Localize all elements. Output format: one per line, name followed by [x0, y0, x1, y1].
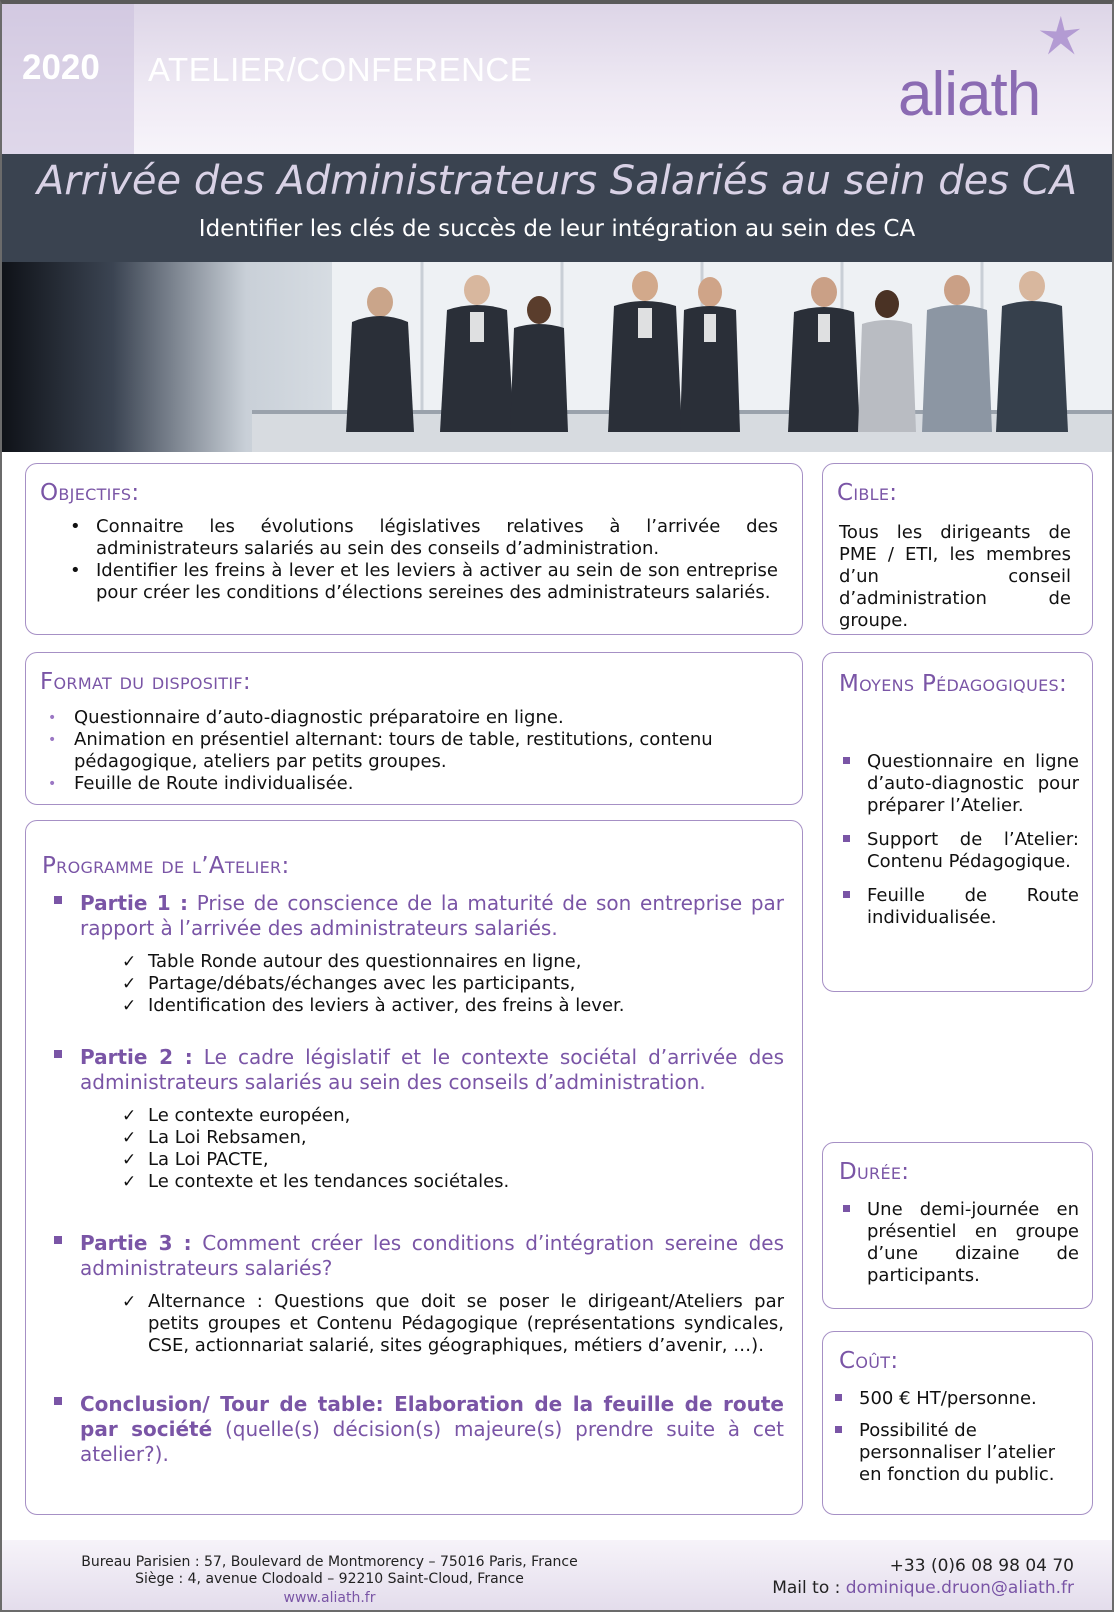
paris-office-address: Bureau Parisien : 57, Boulevard de Montmorency – 75016 Paris, France: [81, 1554, 578, 1570]
duration-box: [822, 1142, 1093, 1309]
part-2-checklist: [122, 1105, 784, 1193]
business-people-photo: [2, 262, 1112, 452]
footer: [2, 1540, 1112, 1612]
list-item: Une demi-journée en présentiel en groupe d’une dizaine de participants.: [839, 1199, 1079, 1287]
target-text: Tous les dirigeants de PME / ETI, les membres d’un conseil d’administration de groupe.: [839, 522, 1071, 631]
check-item: ✓ Partage/débats/échanges avec les participants,: [122, 973, 784, 995]
conclusion-label: Conclusion/ Tour de table: Elaboration de la feuille de route par société: [80, 1392, 784, 1441]
list-item: 500 € HT/personne.: [831, 1388, 1071, 1410]
cost-list: [831, 1388, 1071, 1496]
programme-conclusion: [54, 1392, 784, 1467]
list-item: • Connaitre les évolutions législatives relatives à l’arrivée des administrateurs salariés au sein des conseils d’administration.: [70, 516, 778, 560]
event-type-label: ATELIER/CONFERENCE: [148, 51, 533, 88]
cost-box: [822, 1331, 1093, 1515]
teaching-methods-box: [822, 652, 1093, 992]
year-label: 2020: [22, 48, 100, 87]
duration-list: [839, 1199, 1079, 1287]
list-item: Feuille de Route individualisée.: [839, 885, 1079, 929]
part-text: Comment créer les conditions d’intégration sereine des administrateurs salariés?: [80, 1231, 784, 1280]
objectives-list: [70, 516, 778, 604]
list-item: • Identifier les freins à lever et les leviers à activer au sein de son entreprise pour créer les conditions d’élections sereines des administrateurs salariés.: [70, 560, 778, 604]
part-label: Partie 2 :: [80, 1045, 193, 1069]
duration-heading: Durée:: [839, 1159, 910, 1185]
check-item: ✓ La Loi PACTE,: [122, 1149, 784, 1171]
page-subtitle: Identifier les clés de succès de leur intégration au sein des CA: [198, 216, 916, 242]
email-link[interactable]: dominique.druon@aliath.fr: [845, 1578, 1074, 1598]
target-heading: Cible:: [837, 480, 898, 506]
format-heading: Format du dispositif:: [40, 669, 251, 695]
list-item: Support de l’Atelier: Contenu Pédagogique.: [839, 829, 1079, 873]
programme-heading: Programme de l’Atelier:: [42, 853, 290, 879]
cost-heading: Coût:: [839, 1348, 899, 1374]
check-item: ✓ La Loi Rebsamen,: [122, 1127, 784, 1149]
part-label: Partie 1 :: [80, 891, 188, 915]
programme-box: [25, 820, 803, 1515]
star-icon: [1036, 14, 1082, 60]
programme-part-2: [54, 1045, 784, 1095]
mail-label: Mail to :: [772, 1578, 846, 1598]
check-item: ✓ Le contexte européen,: [122, 1105, 784, 1127]
objectives-heading: Objectifs:: [40, 480, 140, 506]
part-text: Le cadre législatif et le contexte sociétal d’arrivée des administrateurs salariés au sein des conseils d’administration.: [80, 1045, 784, 1094]
objectives-box: [25, 463, 803, 635]
list-item: • Questionnaire d’auto-diagnostic préparatoire en ligne.: [46, 707, 776, 729]
header: [2, 4, 1112, 154]
phone-number: +33 (0)6 08 98 04 70: [889, 1556, 1074, 1576]
target-box: [822, 463, 1093, 635]
list-item: • Animation en présentiel alternant: tours de table, restitutions, contenu pédagogique, ateliers par petits groupes.: [46, 729, 776, 773]
format-list: [46, 707, 776, 795]
title-band: [2, 154, 1112, 262]
programme-part-3: [54, 1231, 784, 1281]
part-text: Prise de conscience de la maturité de son entreprise par rapport à l’arrivée des administrateurs salariés.: [80, 891, 784, 940]
list-item: • Feuille de Route individualisée.: [46, 773, 776, 795]
check-item: ✓ Identification des leviers à activer, des freins à lever.: [122, 995, 784, 1017]
part-3-checklist: [122, 1291, 784, 1357]
logo-text: aliath: [898, 60, 1041, 129]
part-label: Partie 3 :: [80, 1231, 192, 1255]
page-title: Arrivée des Administrateurs Salariés au sein des CA: [36, 158, 1078, 204]
programme-part-1: [54, 891, 784, 941]
part-1-checklist: [122, 951, 784, 1017]
teaching-methods-heading: Moyens Pédagogiques:: [839, 671, 1067, 697]
photo-illustration: [2, 262, 1112, 452]
head-office-address: Siège : 4, avenue Clodoald – 92210 Saint-Cloud, France: [135, 1571, 524, 1587]
check-item: ✓ Le contexte et les tendances sociétales.: [122, 1171, 784, 1193]
teaching-methods-list: [839, 751, 1079, 941]
aliath-logo: [898, 16, 1088, 129]
conclusion-text: (quelle(s) décision(s) majeure(s) prendre suite à cet atelier?).: [80, 1417, 785, 1466]
list-item: Questionnaire en ligne d’auto-diagnostic pour préparer l’Atelier.: [839, 751, 1079, 817]
website-link[interactable]: www.aliath.fr: [283, 1590, 376, 1606]
check-item: ✓ Alternance : Questions que doit se poser le dirigeant/Ateliers par petits groupes et Contenu Pédagogique (représentations syndicales, CSE, actionnariat salarié, sites géographiques, métiers d’avenir, …).: [122, 1291, 784, 1357]
list-item: Possibilité de personnaliser l’atelier en fonction du public.: [831, 1420, 1071, 1486]
check-item: ✓ Table Ronde autour des questionnaires en ligne,: [122, 951, 784, 973]
mail-line: [772, 1578, 1074, 1598]
format-box: [25, 652, 803, 805]
